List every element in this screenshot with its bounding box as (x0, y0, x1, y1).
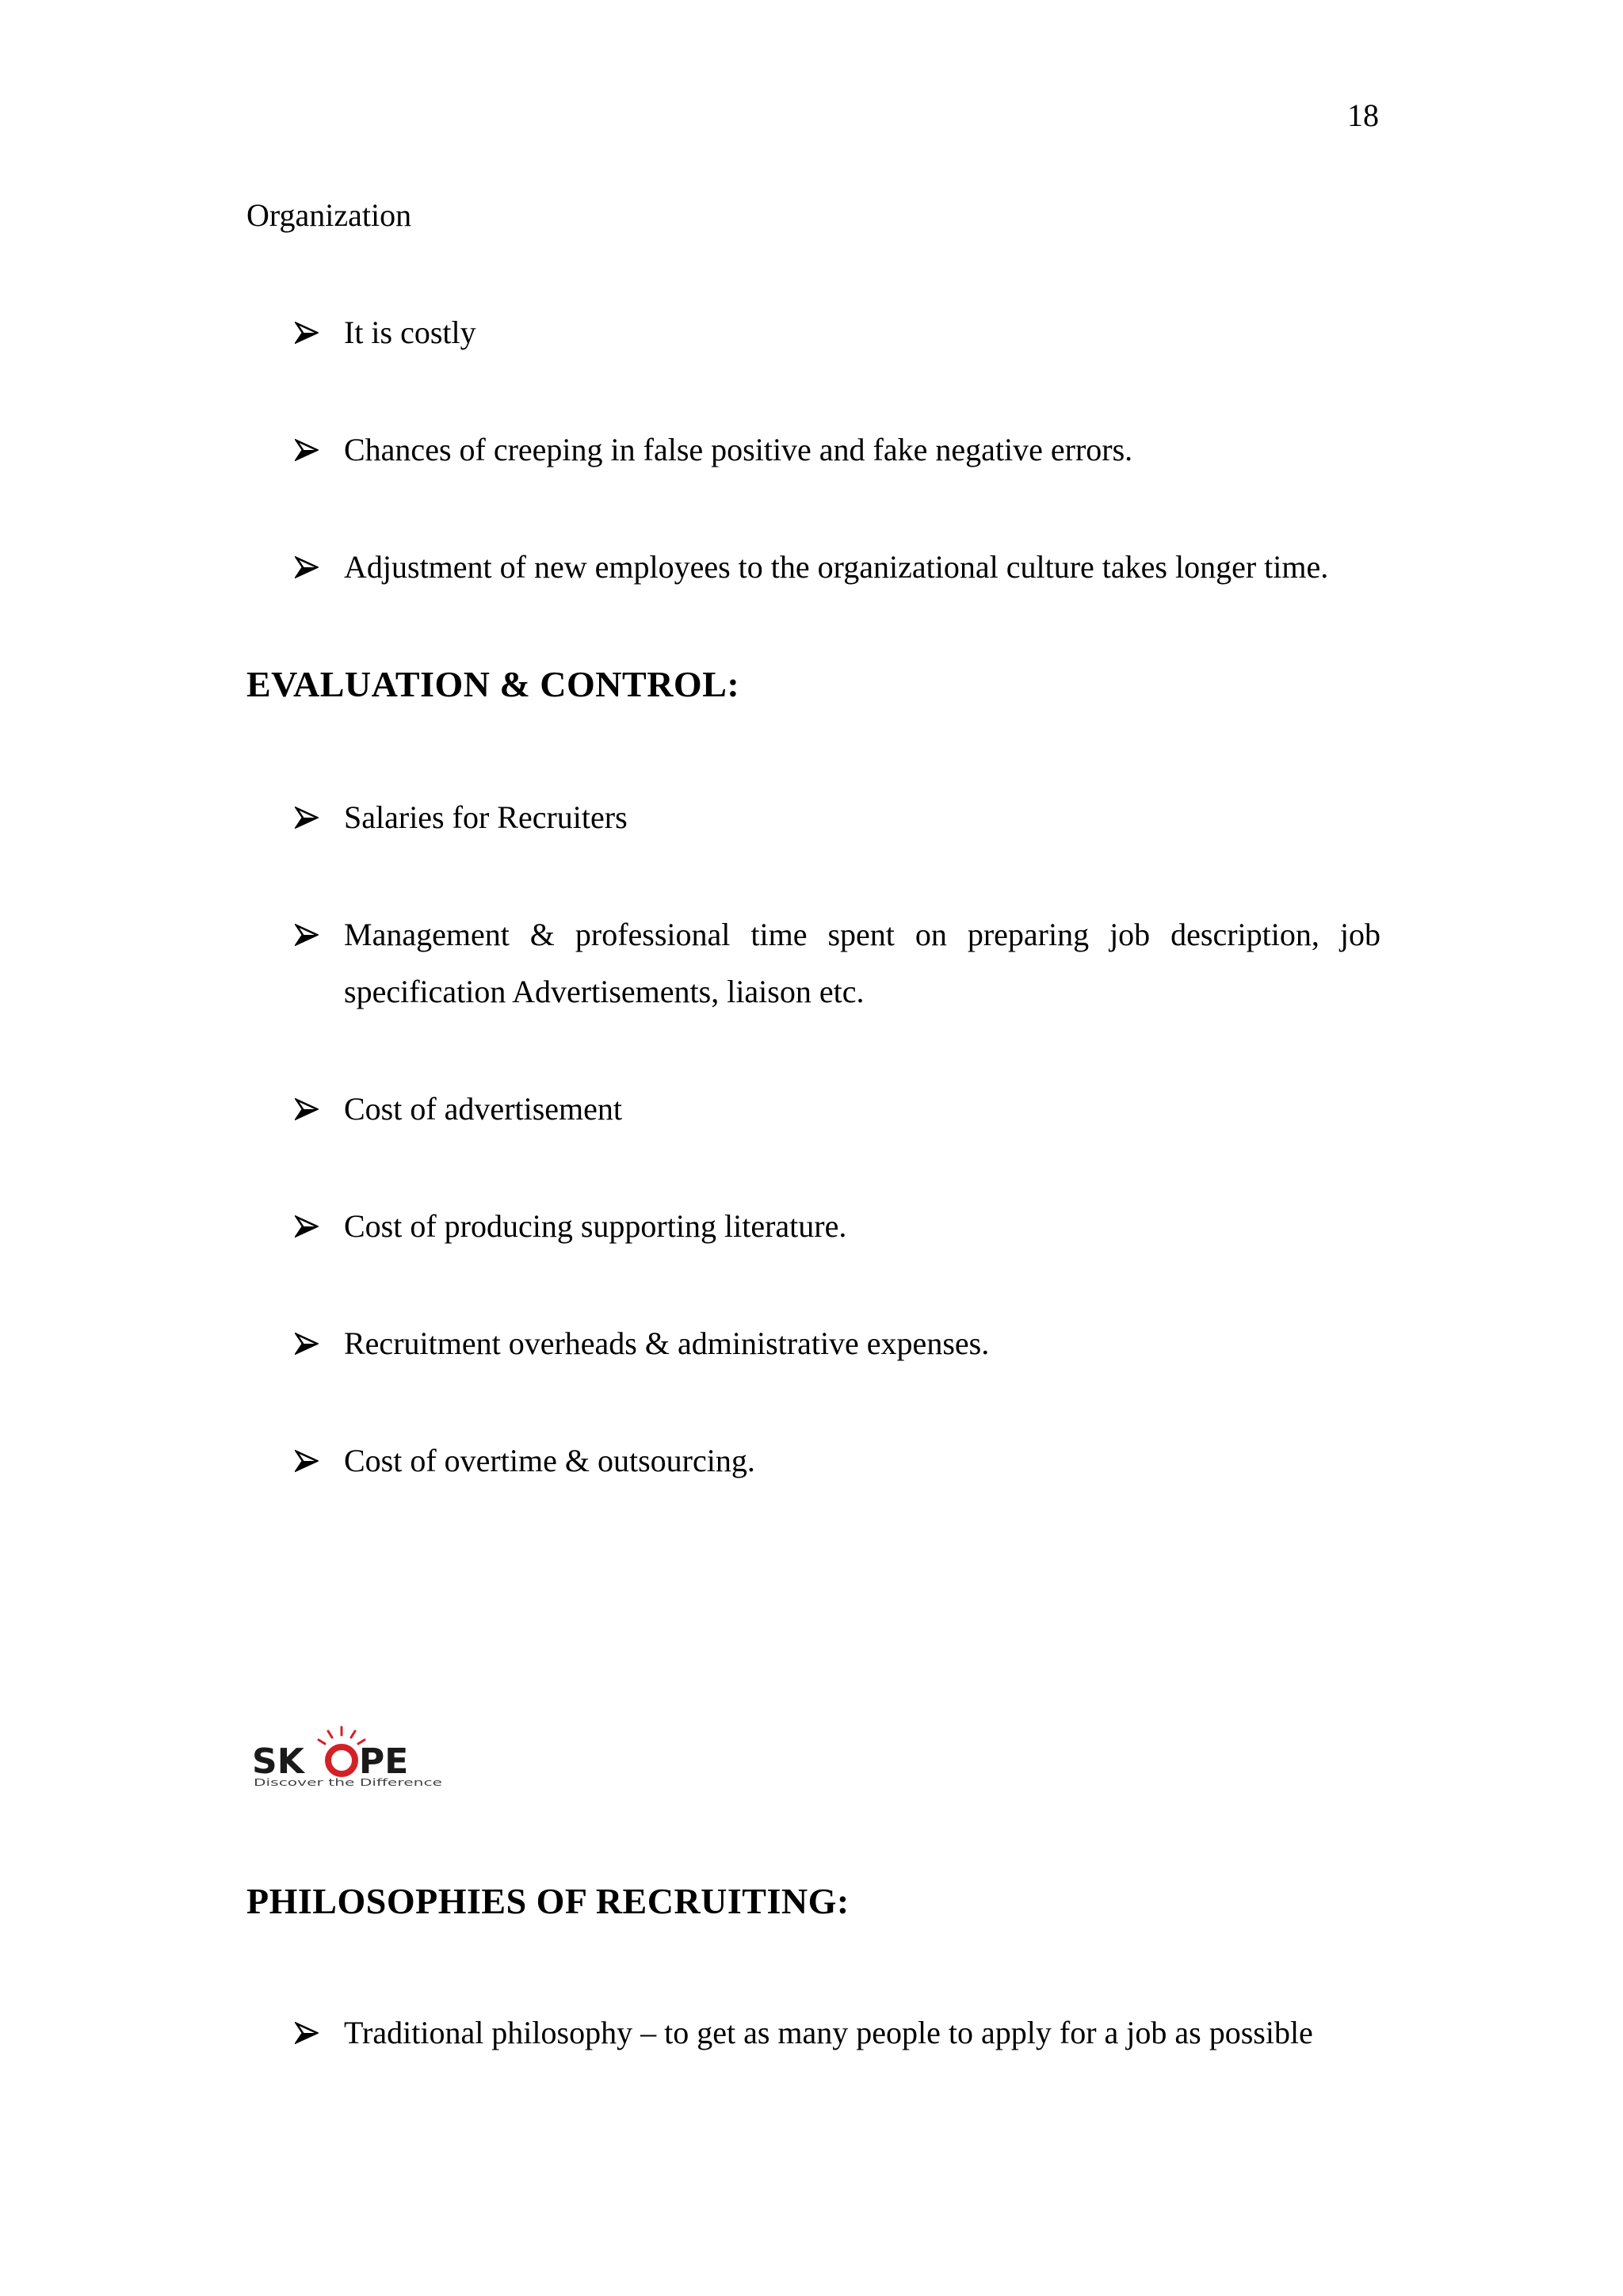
arrowhead-bullet-icon (295, 807, 319, 829)
list-item-text: Adjustment of new employees to the organizational culture takes longer time. (344, 549, 1329, 585)
skope-logo (250, 1724, 449, 1792)
list-item-text: Management & professional time spent on preparing job description, job specification Advertisements, liaison etc. (344, 917, 1381, 1009)
evaluation-list (295, 789, 1381, 1550)
list-item (295, 789, 1381, 846)
logo-text-pe: PE (359, 1741, 409, 1782)
list-item-text: It is costly (344, 315, 476, 350)
list-item-text: Cost of advertisement (344, 1091, 623, 1127)
list-item (295, 906, 1381, 1020)
intro-text: Organization (246, 197, 412, 233)
list-item (295, 304, 1381, 361)
section-heading-evaluation: EVALUATION & CONTROL: (246, 664, 740, 704)
list-item (295, 2004, 1381, 2061)
list-item-text: Chances of creeping in false positive and fake negative errors. (344, 432, 1133, 467)
arrowhead-bullet-icon (295, 1450, 319, 1472)
arrowhead-bullet-icon (295, 439, 319, 461)
list-item-text: Cost of producing supporting literature. (344, 1208, 847, 1244)
list-item (295, 1081, 1381, 1138)
list-item-text: Traditional philosophy – to get as many people to apply for a job as possible (344, 2015, 1313, 2050)
list-item (295, 1432, 1381, 1489)
logo-tagline: Discover the Difference (254, 1777, 442, 1788)
list-item (295, 1198, 1381, 1255)
list-item-text: Recruitment overheads & administrative expenses. (344, 1325, 990, 1361)
philosophies-list (295, 2004, 1381, 2061)
list-item (295, 421, 1381, 479)
arrowhead-bullet-icon (295, 322, 319, 344)
disadvantages-list (295, 304, 1381, 656)
logo-text-sk: SK (252, 1741, 304, 1782)
logo-o (328, 1747, 355, 1774)
list-item (295, 1315, 1381, 1372)
list-item-text: Cost of overtime & outsourcing. (344, 1443, 755, 1478)
arrowhead-bullet-icon (295, 2022, 319, 2044)
list-item (295, 539, 1381, 596)
arrowhead-bullet-icon (295, 1215, 319, 1238)
page-number: 18 (1347, 97, 1379, 133)
arrowhead-bullet-icon (295, 1333, 319, 1355)
arrowhead-bullet-icon (295, 556, 319, 578)
section-heading-philosophies: PHILOSOPHIES OF RECRUITING: (246, 1881, 850, 1921)
arrowhead-bullet-icon (295, 1098, 319, 1120)
arrowhead-bullet-icon (295, 924, 319, 946)
list-item-text: Salaries for Recruiters (344, 799, 628, 835)
logo-rays (319, 1727, 365, 1744)
